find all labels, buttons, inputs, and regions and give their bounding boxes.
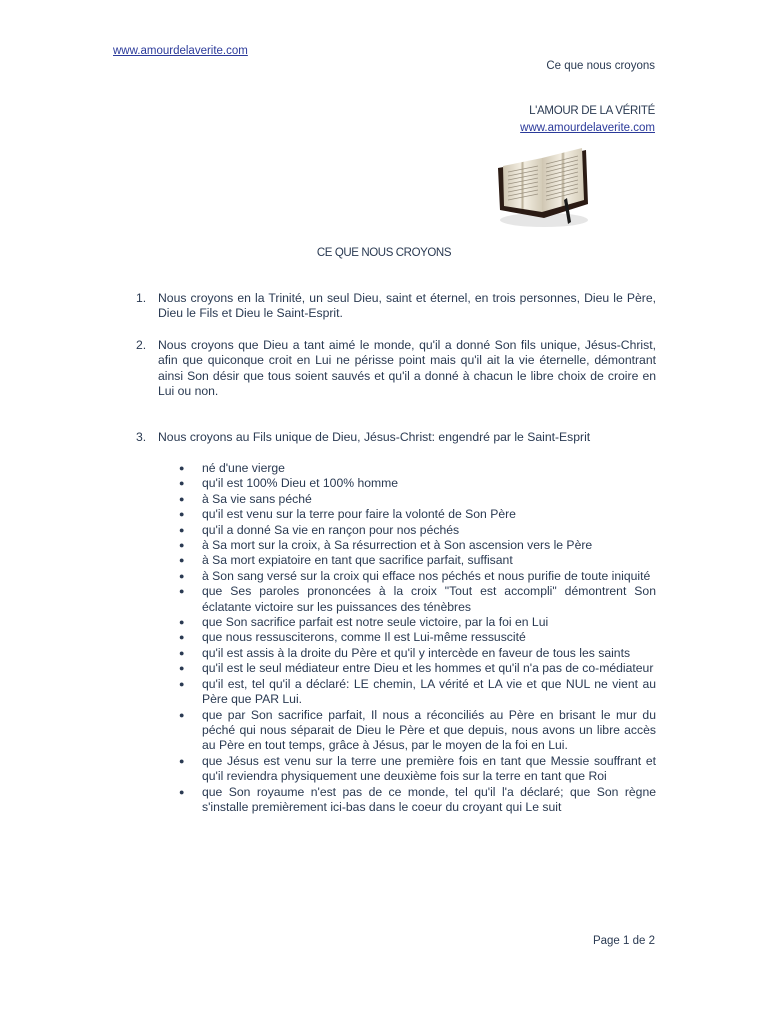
bullet-item: ● que Son royaume n'est pas de ce monde, tel qu'il l'a déclaré; que Son règne s'installe premièrement ici-bas dans le coeur du croyant qui Le suit (179, 784, 656, 814)
item-text: Nous croyons en la Trinité, un seul Dieu, saint et éternel, en trois personnes, Dieu le Père, Dieu le Fils et Dieu le Saint-Esprit. (158, 291, 656, 321)
page-heading: CE QUE NOUS CROYONS (316, 247, 452, 259)
item-text: Nous croyons que Dieu a tant aimé le monde, qu'il a donné Son fils unique, Jésus-Christ, afin que quiconque croit en Lui ne périsse point mais qu'il ait la vie éternelle, démontrant ainsi Son désir que tous soient sauvés et qu'il a donné à chacun le libre choix de croire en Lui ou non. (158, 337, 656, 399)
belief-list (136, 291, 656, 446)
bullet-icon: ● (179, 570, 185, 581)
bullet-item: ● né d'une vierge (179, 461, 285, 475)
bullet-icon: ● (179, 617, 185, 628)
brand-name: L'AMOUR DE LA VÉRITÉ (529, 105, 655, 117)
bullet-icon: ● (179, 663, 185, 674)
bullet-item: ● qu'il est, tel qu'il a déclaré: LE chemin, LA vérité et LA vie et que NUL ne vient au Père que PAR Lui. (179, 676, 656, 707)
bullet-icon: ● (179, 678, 185, 689)
bullet-item: ● qu'il est 100% Dieu et 100% homme (179, 476, 399, 491)
item-number: 3. (136, 430, 147, 445)
bullet-item: ● que Son sacrifice parfait est notre seule victoire, par la foi en Lui (179, 615, 549, 630)
bullet-icon: ● (179, 647, 185, 658)
bullet-icon: ● (179, 524, 185, 535)
bullet-item: ● que par Son sacrifice parfait, Il nous a réconciliés au Père en brisant le mur du péché qui nous séparait de Dieu le Père et que depuis, nous avons un libre accès au Père en tout temps, grâce à Jésus, par le moyen de la foi en Lui. (179, 707, 656, 753)
bullet-icon: ● (179, 632, 185, 643)
bullet-icon: ● (179, 478, 185, 489)
bullet-item: ● qu'il est venu sur la terre pour faire la volonté de Son Père (179, 507, 516, 522)
bullet-item: ● qu'il est assis à la droite du Père et qu'il y intercède en faveur de tous les saints (179, 645, 631, 660)
list-item (136, 430, 656, 445)
bullet-icon: ● (179, 709, 185, 720)
bullet-item: ● qu'il a donné Sa vie en rançon pour nos péchés (179, 522, 460, 537)
bullet-icon: ● (179, 463, 185, 473)
bullet-icon: ● (179, 509, 185, 520)
item-number: 2. (136, 337, 147, 352)
bullet-item: ● à Sa mort sur la croix, à Sa résurrection et à Son ascension vers le Père (179, 538, 593, 553)
bullet-icon: ● (179, 555, 185, 566)
bullet-item: ● que Ses paroles prononcées à la croix "Tout est accompli" démontrent Son éclatante victoire sur les puissances des ténèbres (179, 584, 656, 614)
bullet-item: ● à Son sang versé sur la croix qui efface nos péchés et nous purifie de toute iniquité (179, 568, 651, 583)
document-title: Ce que nous croyons (546, 60, 655, 72)
bullet-item: ● à Sa mort expiatoire en tant que sacrifice parfait, suffisant (179, 553, 513, 568)
bullet-item: ● que Jésus est venu sur la terre une première fois en tant que Messie souffrant et qu'il reviendra physiquement une deuxième fois sur la terre en tant que Roi (179, 753, 656, 784)
bullet-icon: ● (179, 586, 185, 597)
bullet-icon: ● (179, 755, 185, 766)
page-number: Page 1 de 2 (592, 935, 655, 947)
list-item (136, 291, 656, 322)
item-number: 1. (136, 291, 147, 305)
brand-url-link[interactable]: www.amourdelaverite.com (520, 122, 655, 134)
bullet-icon: ● (179, 540, 185, 551)
bullet-item: ● que nous ressusciterons, comme Il est Lui-même ressuscité (179, 630, 526, 645)
bullet-item: ● qu'il est le seul médiateur entre Dieu et les hommes et qu'il n'a pas de co-médiateur (179, 661, 654, 676)
bullet-icon: ● (179, 493, 185, 504)
christ-beliefs-bullets (176, 461, 656, 815)
list-item (136, 338, 656, 400)
open-bible-icon (494, 138, 590, 230)
item-text: Nous croyons au Fils unique de Dieu, Jésus-Christ: engendré par le Saint-Esprit (158, 430, 591, 445)
bullet-item: ● à Sa vie sans péché (179, 491, 312, 506)
bullet-icon: ● (179, 786, 185, 797)
site-link[interactable]: www.amourdelaverite.com (113, 45, 248, 57)
